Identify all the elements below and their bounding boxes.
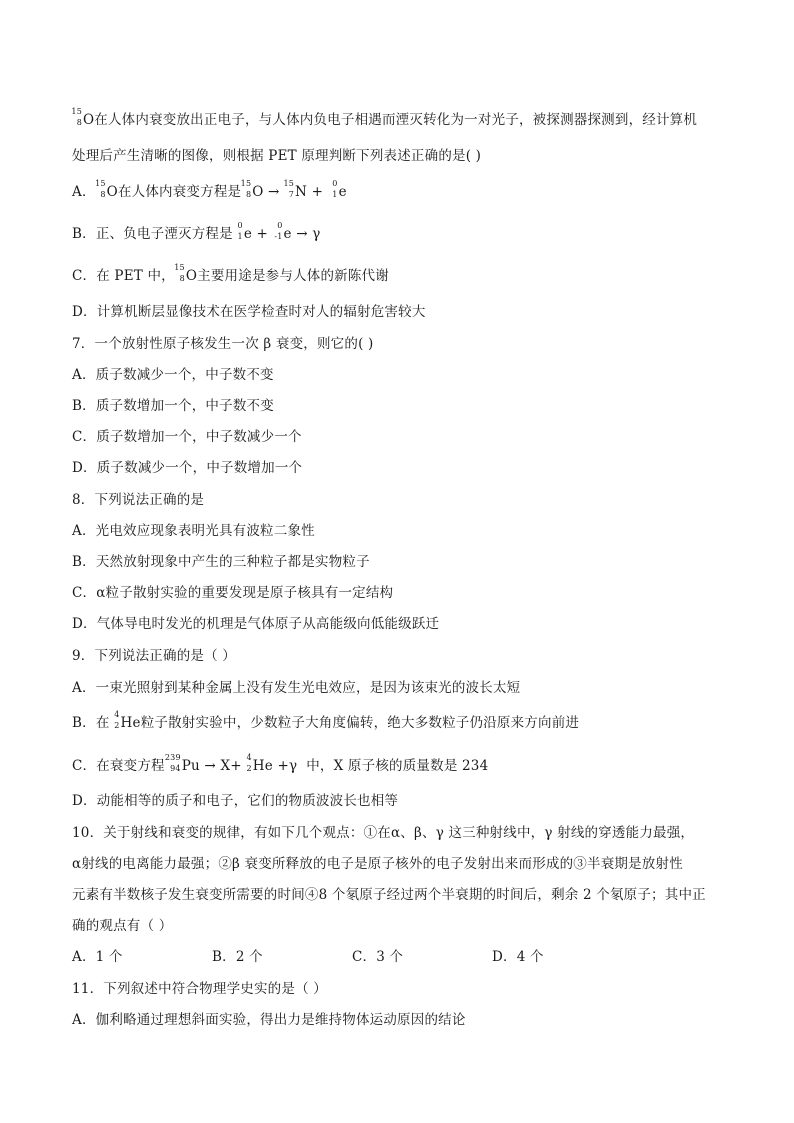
q10-options — [72, 945, 632, 965]
q7-option-d: D．质子数减少一个，中子数增加一个 — [72, 460, 303, 476]
q10-line-3: 元素有半数核子发生衰变所需要的时间④8 个氡原子经过两个半衰期的时间后，剩余 2 个氡原子；其中正 — [72, 887, 706, 903]
q6-option-a: A． 15 8 O在人体内衰变方程是 15 8 O → 15 7 N + 0 1 e — [72, 179, 347, 200]
q9-option-a: A．一束光照射到某种金属上没有发生光电效应，是因为该束光的波长太短 — [72, 680, 521, 696]
q6-option-d: D．计算机断层显像技术在医学检查时对人的辐射危害较大 — [72, 304, 426, 320]
q10-line-4: 确的观点有（ ） — [72, 918, 173, 934]
q7-stem: 7．一个放射性原子核发生一次 β 衰变，则它的( ) — [72, 336, 374, 352]
q7-option-c: C．质子数增加一个，中子数减少一个 — [72, 429, 302, 445]
q7-option-b: B．质子数增加一个，中子数不变 — [72, 398, 274, 414]
q9-option-d: D．动能相等的质子和电子，它们的物质波波长也相等 — [72, 793, 399, 809]
q10-line-2: α射线的电离能力最强；②β 衰变所释放的电子是原子核外的电子发射出来而形成的③半衰期是放射性 — [72, 856, 683, 872]
q8-stem: 8．下列说法正确的是 — [72, 492, 205, 508]
q11-option-a: A．伽利略通过理想斜面实验，得出力是维持物体运动原因的结论 — [72, 1012, 466, 1028]
q6-option-c: C．在 PET 中， 15 8 O主要用途是参与人体的新陈代谢 — [72, 263, 389, 284]
q10-option-b: B．2 个 — [212, 949, 263, 965]
q9-stem: 9．下列说法正确的是（ ） — [72, 648, 236, 664]
q9-option-c: C．在衰变方程 239 94 Pu → X+ 4 2 He +γ 中，X 原子核的质量数是 234 — [72, 753, 489, 774]
q6-line-1: 15 8 O在人体内衰变放出正电子，与人体内负电子相遇而湮灭转化为一对光子，被探测器探测到，经计算机 — [71, 107, 698, 128]
q11-stem: 11．下列叙述中符合物理学史实的是（ ） — [72, 981, 327, 997]
q8-option-a: A．光电效应现象表明光具有波粒二象性 — [72, 523, 315, 539]
q10-option-c: C．3 个 — [352, 949, 404, 965]
q10-option-d: D．4 个 — [492, 949, 544, 965]
q8-option-d: D．气体导电时发光的机理是气体原子从高能级向低能级跃迁 — [72, 616, 440, 632]
q7-option-a: A．质子数减少一个，中子数不变 — [72, 367, 274, 383]
q8-option-b: B．天然放射现象中产生的三种粒子都是实物粒子 — [72, 554, 370, 570]
q6-option-b: B．正、负电子湮灭方程是 0 1 e + 0 -1 e → γ — [72, 221, 321, 242]
q10-line-1: 10．关于射线和衰变的规律，有如下几个观点：①在α、β、γ 这三种射线中，γ 射线的穿透能力最强， — [72, 825, 695, 841]
q8-option-c: C．α粒子散射实验的重要发现是原子核具有一定结构 — [72, 585, 394, 601]
q6-line-2: 处理后产生清晰的图像，则根据 PET 原理判断下列表述正确的是( ) — [72, 148, 482, 164]
isotope-o15: 15 8 — [71, 107, 82, 127]
q9-option-b: B．在 4 2 He粒子散射实验中，少数粒子大角度偏转，绝大多数粒子仍沿原来方向前进 — [72, 710, 580, 731]
q10-option-a: A．1 个 — [72, 949, 123, 965]
